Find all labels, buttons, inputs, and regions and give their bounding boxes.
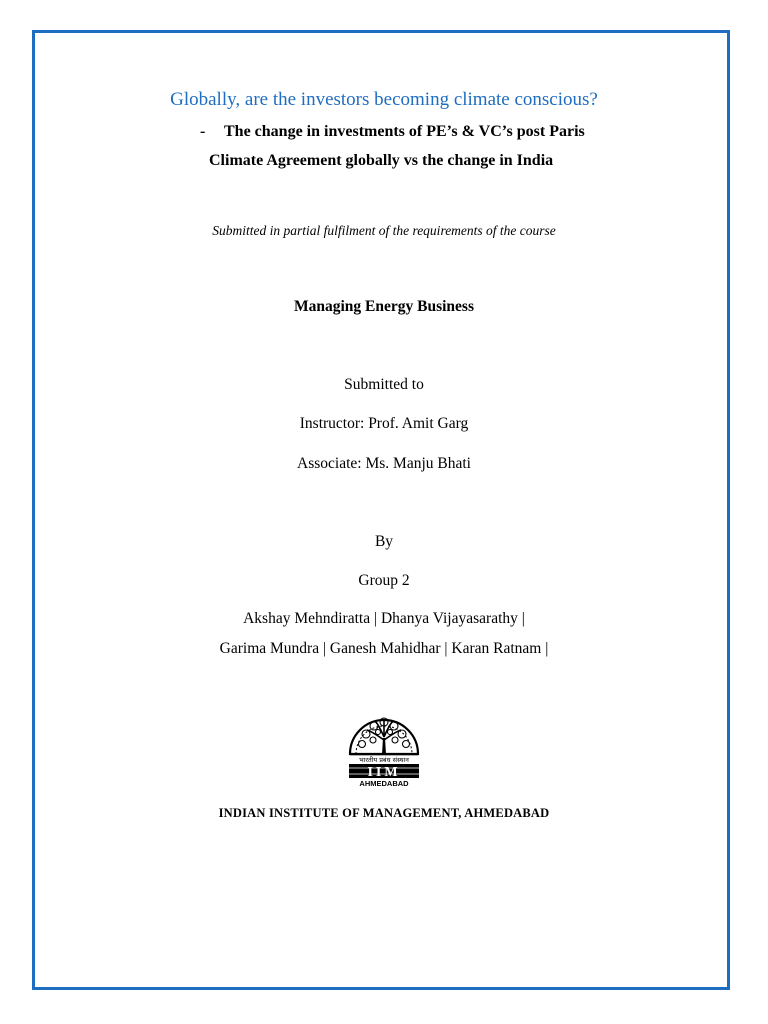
document-title: Globally, are the investors becoming climate conscious? [170,89,598,110]
group-name: Group 2 [358,572,410,589]
svg-text:AHMEDABAD: AHMEDABAD [359,779,409,788]
subtitle-line-1 [200,123,585,141]
submitted-to-label: Submitted to [344,376,424,393]
iim-ahmedabad-logo-icon [345,710,423,788]
course-name: Managing Energy Business [293,298,474,315]
fulfilment-note: Submitted in partial fulfilment of the requirements of the course [212,223,556,238]
authors-line-2: Garima Mundra | Ganesh Mahidhar | Karan Ratnam | [219,640,549,657]
page-border [32,30,730,990]
associate-name: Associate: Ms. Manju Bhati [297,455,471,472]
instructor-name: Instructor: Prof. Amit Garg [299,415,469,432]
subtitle-line-1-text: The change in investments of PE’s & VC’s post Paris [224,123,585,140]
subtitle-line-2: Climate Agreement globally vs the change in India [209,152,554,169]
svg-text:IIM: IIM [367,765,401,780]
authors-line-1: Akshay Mehndiratta | Dhanya Vijayasarathy | [243,610,525,627]
subtitle-dash: - [200,123,206,140]
institute-name: INDIAN INSTITUTE OF MANAGEMENT, AHMEDABAD [218,806,550,820]
by-label: By [374,533,394,550]
svg-text:भारतीय प्रबंध संस्थान: भारतीय प्रबंध संस्थान [359,756,409,764]
